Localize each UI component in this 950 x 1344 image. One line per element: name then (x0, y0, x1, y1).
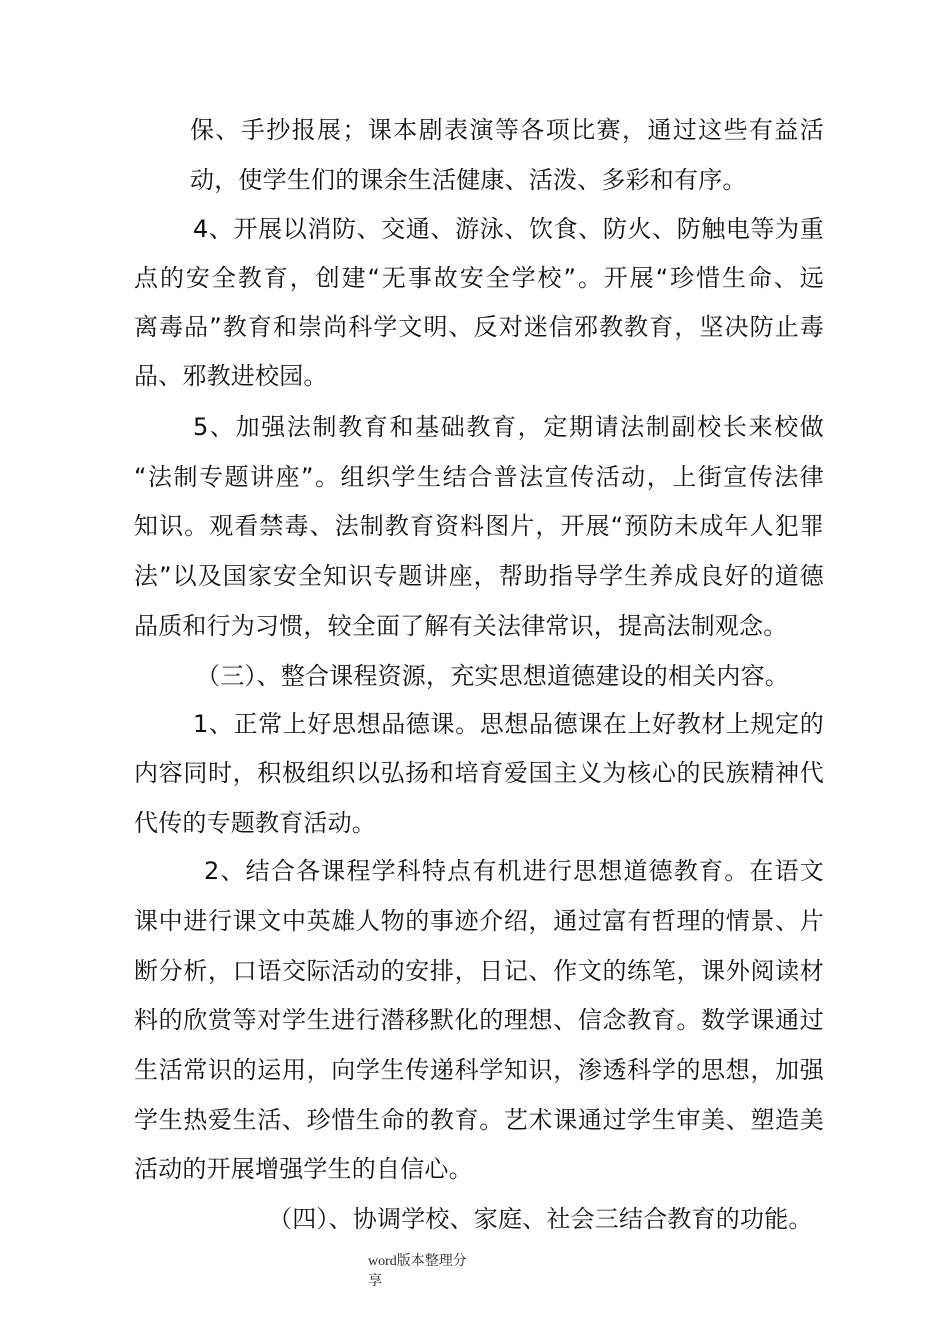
footer-line-2: 享 (368, 1274, 382, 1289)
text-line-2: 动，使学生们的课余生活健康、活泼、多彩和有序。 (190, 166, 747, 194)
text-line-20: 生活常识的运用，向学生传递科学知识，渗透科学的思想，加强 (134, 1056, 824, 1084)
section-heading-3: （三）、整合课程资源，充实思想道德建设的相关内容。 (196, 662, 789, 690)
text-line-3: 4、开展以消防、交通、游泳、饮食、防火、防触电等为重 (193, 215, 824, 243)
text-line-22: 活动的开展增强学生的自信心。 (134, 1155, 473, 1183)
text-line-8: “法制专题讲座”。组织学生结合普法宣传活动，上街宣传法律 (134, 463, 824, 491)
text-line-1: 保、手抄报展；课本剧表演等各项比赛，通过这些有益活 (190, 116, 824, 144)
text-line-7: 5、加强法制教育和基础教育，定期请法制副校长来校做 (193, 413, 824, 441)
text-line-10: 法”以及国家安全知识专题讲座，帮助指导学生养成良好的道德 (134, 562, 824, 590)
text-line-16: 2、结合各课程学科特点有机进行思想道德教育。在语文 (204, 857, 824, 885)
section-heading-4: （四）、协调学校、家庭、社会三结合教育的功能。 (268, 1205, 813, 1233)
text-line-11: 品质和行为习惯，较全面了解有关法律常识，提高法制观念。 (134, 612, 788, 640)
text-line-14: 内容同时，积极组织以弘扬和培育爱国主义为核心的民族精神代 (134, 759, 824, 787)
footer-line-1: word版本整理分 (368, 1254, 467, 1269)
text-line-17: 课中进行课文中英雄人物的事迹介绍，通过富有哲理的情景、片 (134, 907, 824, 935)
text-line-5: 离毒品”教育和崇尚科学文明、反对迷信邪教教育，坚决防止毒 (134, 313, 824, 341)
text-line-9: 知识。观看禁毒、法制教育资料图片，开展“预防未成年人犯罪 (134, 512, 824, 540)
text-line-21: 学生热爱生活、珍惜生命的教育。艺术课通过学生审美、塑造美 (134, 1106, 824, 1134)
footer-note (368, 1252, 488, 1292)
text-line-19: 料的欣赏等对学生进行潜移默化的理想、信念教育。数学课通过 (134, 1006, 824, 1034)
text-line-6: 品、邪教进校园。 (134, 362, 328, 390)
text-line-13: 1、正常上好思想品德课。思想品德课在上好教材上规定的 (193, 710, 824, 738)
text-line-4: 点的安全教育，创建“无事故安全学校”。开展“珍惜生命、远 (134, 264, 824, 292)
text-line-15: 代传的专题教育活动。 (134, 809, 376, 837)
text-line-18: 断分析，口语交际活动的安排，日记、作文的练笔，课外阅读材 (134, 957, 824, 985)
